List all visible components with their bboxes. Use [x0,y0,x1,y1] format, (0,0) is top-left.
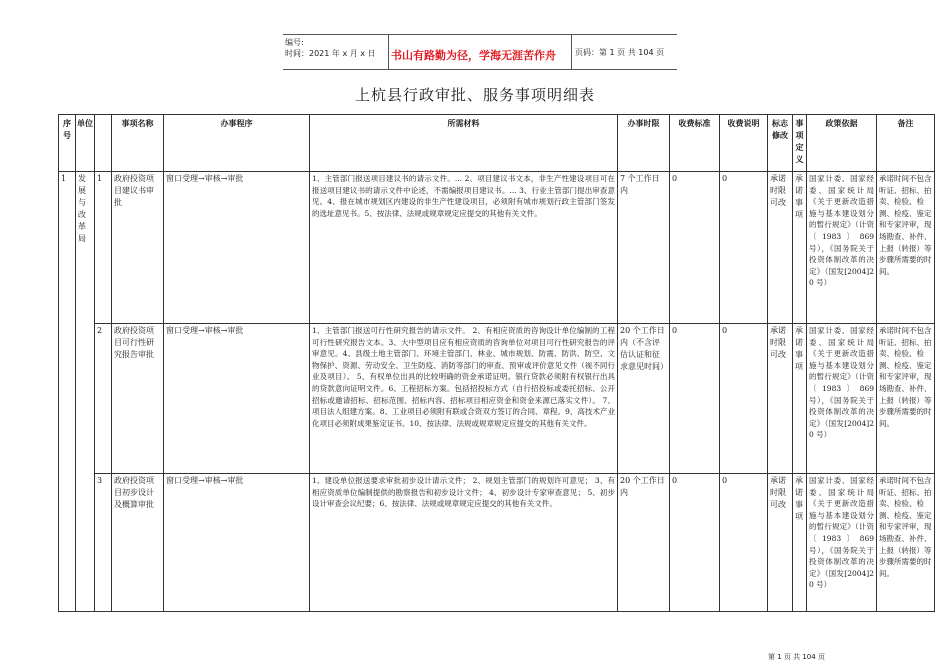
cell-no: 2 [95,324,112,474]
cell-fee-standard: 0 [670,324,720,474]
cell-materials: 1、主管部门报送可行性研究报告的请示文件。 2、有相应资质的咨询设计单位编制的工程可行性研究报告文本。3、大中型项目应有相应资质的咨询单位对项目可行性研究报告的评审意见。4、县级土地主管部门、环境主管部门、林业、城市规划、防震、防洪、防空、文物保护、资源、劳动安全、卫生防疫、消防等部门的审查、预审或评价意见文件（视不同行业及项目）。 5、有权单位出具的比较明确的资金承诺证明。银行贷款必须附有权银行出具的贷款意向证明文件。6、工程招标方案。包括招投标方式（自行招投标或委托招标、公开招标或邀请招标、招标范围、招标内容、招标项目相应资金和资金来源已落实文件）。 7、项目法人组建方案。8、工业项目必须附有联或合资双方签订的合同、章程。9、高技术产业化项目必须附成果鉴定证书。10、按法律、法规或规章规定应提交的其他有关文件。 [310,324,618,474]
cell-fee-note: 0 [720,474,768,612]
col-header-procedure: 办事程序 [164,115,310,172]
cell-item-name: 政府投资项目建议书审批 [112,172,164,324]
cell-unit: 发展与改革局 [76,172,95,612]
cell-time-limit: 7 个工作日内 [618,172,670,324]
col-header-materials: 所需材料 [310,115,618,172]
col-header-fee-standard: 收费标准 [670,115,720,172]
table-row [59,474,935,612]
col-header-time-limit: 办事时限 [618,115,670,172]
col-header-fee-note: 收费说明 [720,115,768,172]
cell-policy-basis: 国家计委、国家经委、国家统计局《关于更新改造措施与基本建设划分的暂行规定》（计资〔1983〕869 号），《国务院关于投资体制改革的决定》（国发[2004]20 号） [807,324,877,474]
col-header-policy-basis: 政策依据 [807,115,877,172]
cell-fee-standard: 0 [670,474,720,612]
col-header-seq: 序号 [59,115,76,172]
cell-mark: 承诺时限可改 [768,172,793,324]
cell-definition: 承诺事项 [793,324,807,474]
header-number: 编号: [285,38,304,47]
cell-remark: 承诺时间不包含听证、招标、拍卖、检验、检测、检疫、鉴定和专家评审，现场勘查、补件、上报（转报）等步骤所需要的时间。 [877,172,935,324]
col-header-item-name: 事项名称 [112,115,164,172]
cell-remark: 承诺时间不包含听证、招标、拍卖、检验、检测、检疫、鉴定和专家评审，现场勘查、补件、上报（转报）等步骤所需要的时间。 [877,474,935,612]
table-header-row [59,115,935,172]
cell-definition: 承诺事项 [793,474,807,612]
page-header [283,34,677,70]
col-header-mark: 标志修改 [768,115,793,172]
header-divider [388,35,389,69]
cell-mark: 承诺时限可改 [768,474,793,612]
col-header-blank [95,115,112,172]
cell-materials: 1、建设单位报送要求审批初步设计请示文件； 2、规划主管部门的规划许可意见； 3、有相应资质单位编制提供的勘察报告和初步设计文件； 4、初步设计专家审查意见； 5、初步设计审查会议纪要；6、按法律、法规或规章规定应提交的其他有关文件。 [310,474,618,612]
approval-items-table [58,114,935,612]
header-motto: 书山有路勤为径，学海无涯苦作舟 [391,49,556,62]
cell-policy-basis: 国家计委、国家经委、国家统计局《关于更新改造措施与基本建设划分的暂行规定》（计资〔1983〕869 号），《国务院关于投资体制改革的决定》（国发[2004]20 号） [807,474,877,612]
col-header-definition: 事项定义 [793,115,807,172]
cell-time-limit: 20 个工作日内 [618,474,670,612]
cell-item-name: 政府投资项目初步设计及概算审批 [112,474,164,612]
cell-policy-basis: 国家计委、国家经委、国家统计局《关于更新改造措施与基本建设划分的暂行规定》（计资〔1983〕869 号），《国务院关于投资体制改革的决定》（国发[2004]20 号） [807,172,877,324]
cell-time-limit: 20 个工作日内（不含评估认证和征求意见时间） [618,324,670,474]
document-title: 上杭县行政审批、服务事项明细表 [354,86,595,104]
cell-item-name: 政府投资项目可行性研究报告审批 [112,324,164,474]
cell-materials: 1、主管部门报送项目建议书的请示文件。... 2、项目建议书文本，非生产性建设项目可在报送项目建议书的请示文件中论述，不需编报项目建议书。... 3、行业主管部门提出审查意见。4、报在城市规划区内建设的非生产性建设项目，必须附有城市规划行政主管部门签发的选址意见书。5、按法律、法规或规章规定应提交的其他有关文件。 [310,172,618,324]
header-page-info: 页码：第 1 页 共 104 页 [575,48,665,57]
cell-no: 1 [95,172,112,324]
cell-definition: 承诺事项 [793,172,807,324]
cell-fee-standard: 0 [670,172,720,324]
table-row [59,324,935,474]
cell-remark: 承诺时间不包含听证、招标、拍卖、检验、检测、检疫、鉴定和专家评审，现场勘查、补件、上报（转报）等步骤所需要的时间。 [877,324,935,474]
table-row [59,172,935,324]
cell-fee-note: 0 [720,324,768,474]
cell-seq: 1 [59,172,76,612]
header-time: 时间：2021 年 x 月 x 日 [285,49,376,58]
cell-fee-note: 0 [720,172,768,324]
cell-procedure: 窗口受理→审核→审批 [164,324,310,474]
header-meta [285,37,376,59]
cell-procedure: 窗口受理→审核→审批 [164,474,310,612]
col-header-remark: 备注 [877,115,935,172]
header-divider [571,35,572,69]
page-footer: 第 1 页 共 104 页 [768,653,825,661]
cell-no: 3 [95,474,112,612]
cell-mark: 承诺时限可改 [768,324,793,474]
cell-procedure: 窗口受理→审核→审批 [164,172,310,324]
col-header-unit: 单位 [76,115,95,172]
